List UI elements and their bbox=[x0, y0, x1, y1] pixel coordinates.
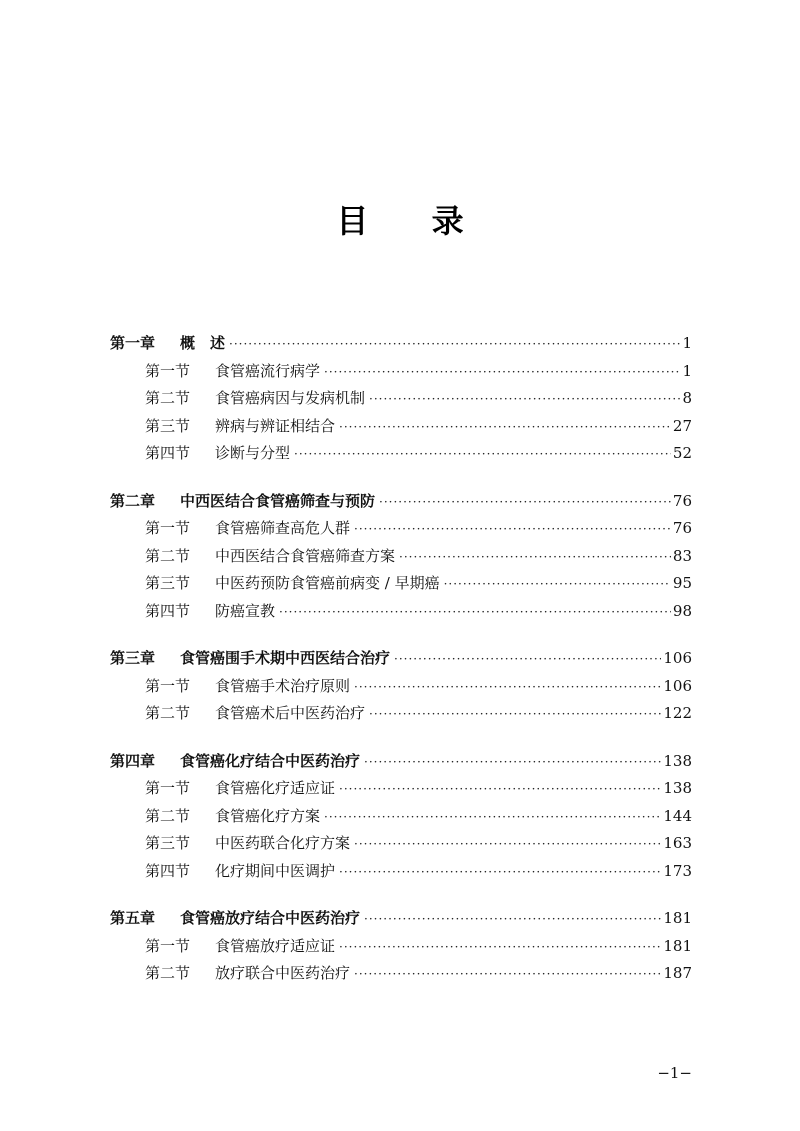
dot-leader bbox=[339, 934, 661, 962]
dot-leader bbox=[294, 441, 671, 469]
chapter-heading[interactable] bbox=[110, 748, 692, 776]
chapter-label: 第五章 bbox=[110, 909, 156, 927]
chapter-page: 1 bbox=[682, 334, 692, 352]
section-label: 第四节 bbox=[145, 601, 191, 620]
section-label: 第四节 bbox=[145, 444, 191, 462]
section-title: 食管癌手术治疗原则 bbox=[215, 676, 351, 695]
chapter-4 bbox=[110, 748, 692, 886]
section-title: 食管癌病因与发病机制 bbox=[215, 389, 366, 407]
dot-leader bbox=[339, 859, 661, 887]
chapter-title: 概 述 bbox=[180, 334, 226, 352]
chapter-page: 106 bbox=[663, 649, 692, 667]
section-page: 95 bbox=[672, 574, 692, 592]
section-label: 第一节 bbox=[145, 779, 191, 797]
dot-leader bbox=[379, 489, 671, 517]
section-page: 187 bbox=[663, 964, 692, 982]
chapter-heading[interactable] bbox=[110, 330, 692, 358]
section-page: 144 bbox=[663, 806, 692, 825]
chapter-2 bbox=[110, 488, 692, 626]
chapter-5 bbox=[110, 905, 692, 988]
section-title: 食管癌筛查高危人群 bbox=[215, 519, 351, 537]
section-title: 化疗期间中医调护 bbox=[215, 861, 336, 880]
section-label: 第三节 bbox=[145, 834, 191, 852]
section-entry[interactable] bbox=[110, 598, 692, 626]
section-label: 第三节 bbox=[145, 416, 191, 435]
chapter-title: 中西医结合食管癌筛查与预防 bbox=[180, 491, 376, 510]
section-page: 98 bbox=[672, 601, 692, 620]
chapter-page: 76 bbox=[672, 491, 692, 510]
section-entry[interactable] bbox=[110, 570, 692, 598]
chapter-heading[interactable] bbox=[110, 905, 692, 933]
section-title: 食管癌化疗适应证 bbox=[215, 779, 336, 797]
chapter-title: 食管癌围手术期中西医结合治疗 bbox=[180, 649, 391, 667]
section-page: 138 bbox=[663, 779, 692, 797]
dot-leader bbox=[399, 544, 671, 572]
section-entry[interactable] bbox=[110, 440, 692, 468]
section-page: 76 bbox=[672, 519, 692, 537]
section-title: 防癌宣教 bbox=[215, 601, 276, 620]
chapter-1 bbox=[110, 330, 692, 468]
section-page: 52 bbox=[672, 444, 692, 462]
section-entry[interactable] bbox=[110, 830, 692, 858]
chapter-3 bbox=[110, 645, 692, 728]
section-label: 第四节 bbox=[145, 861, 191, 880]
chapter-label: 第三章 bbox=[110, 649, 156, 667]
chapter-label: 第二章 bbox=[110, 491, 156, 510]
section-entry[interactable] bbox=[110, 413, 692, 441]
table-of-contents bbox=[110, 330, 692, 1008]
dot-leader bbox=[354, 674, 661, 702]
section-page: 27 bbox=[672, 416, 692, 435]
section-title: 中医药预防食管癌前病变 / 早期癌 bbox=[215, 574, 440, 592]
page-title: 目 录 bbox=[336, 202, 490, 240]
section-label: 第一节 bbox=[145, 361, 191, 380]
dot-leader bbox=[339, 414, 671, 442]
chapter-page: 138 bbox=[663, 751, 692, 770]
section-entry[interactable] bbox=[110, 515, 692, 543]
chapter-page: 181 bbox=[663, 909, 692, 927]
dot-leader bbox=[354, 516, 671, 544]
dot-leader bbox=[369, 386, 680, 414]
section-label: 第二节 bbox=[145, 704, 191, 722]
section-entry[interactable] bbox=[110, 933, 692, 961]
dot-leader bbox=[364, 749, 661, 777]
chapter-label: 第一章 bbox=[110, 334, 156, 352]
chapter-title: 食管癌化疗结合中医药治疗 bbox=[180, 751, 361, 770]
section-title: 食管癌流行病学 bbox=[215, 361, 321, 380]
section-page: 122 bbox=[663, 704, 692, 722]
section-entry[interactable] bbox=[110, 960, 692, 988]
section-entry[interactable] bbox=[110, 858, 692, 886]
section-entry[interactable] bbox=[110, 700, 692, 728]
chapter-title: 食管癌放疗结合中医药治疗 bbox=[180, 909, 361, 927]
section-entry[interactable] bbox=[110, 673, 692, 701]
section-entry[interactable] bbox=[110, 775, 692, 803]
section-label: 第一节 bbox=[145, 676, 191, 695]
section-title: 中西医结合食管癌筛查方案 bbox=[215, 546, 396, 565]
dot-leader bbox=[324, 804, 661, 832]
section-title: 辨病与辨证相结合 bbox=[215, 416, 336, 435]
section-title: 中医药联合化疗方案 bbox=[215, 834, 351, 852]
section-title: 诊断与分型 bbox=[215, 444, 291, 462]
page-number: −1− bbox=[657, 1064, 692, 1082]
section-label: 第三节 bbox=[145, 574, 191, 592]
section-page: 163 bbox=[663, 834, 692, 852]
section-page: 83 bbox=[672, 546, 692, 565]
section-title: 食管癌化疗方案 bbox=[215, 806, 321, 825]
dot-leader bbox=[394, 646, 661, 674]
dot-leader bbox=[324, 359, 680, 387]
section-label: 第一节 bbox=[145, 519, 191, 537]
section-title: 食管癌术后中医药治疗 bbox=[215, 704, 366, 722]
dot-leader bbox=[364, 906, 661, 934]
section-page: 181 bbox=[663, 936, 692, 955]
dot-leader bbox=[444, 571, 671, 599]
section-label: 第一节 bbox=[145, 936, 191, 955]
section-title: 放疗联合中医药治疗 bbox=[215, 964, 351, 982]
section-entry[interactable] bbox=[110, 358, 692, 386]
section-entry[interactable] bbox=[110, 543, 692, 571]
section-label: 第二节 bbox=[145, 389, 191, 407]
section-label: 第二节 bbox=[145, 806, 191, 825]
dot-leader bbox=[279, 599, 671, 627]
section-page: 106 bbox=[663, 676, 692, 695]
dot-leader bbox=[229, 331, 680, 359]
dot-leader bbox=[369, 701, 661, 729]
section-page: 173 bbox=[663, 861, 692, 880]
section-page: 1 bbox=[682, 361, 692, 380]
section-entry[interactable] bbox=[110, 803, 692, 831]
section-label: 第二节 bbox=[145, 546, 191, 565]
dot-leader bbox=[354, 961, 661, 989]
section-entry[interactable] bbox=[110, 385, 692, 413]
section-label: 第二节 bbox=[145, 964, 191, 982]
section-page: 8 bbox=[682, 389, 692, 407]
chapter-heading[interactable] bbox=[110, 645, 692, 673]
chapter-heading[interactable] bbox=[110, 488, 692, 516]
section-title: 食管癌放疗适应证 bbox=[215, 936, 336, 955]
dot-leader bbox=[339, 776, 661, 804]
dot-leader bbox=[354, 831, 661, 859]
chapter-label: 第四章 bbox=[110, 751, 156, 770]
